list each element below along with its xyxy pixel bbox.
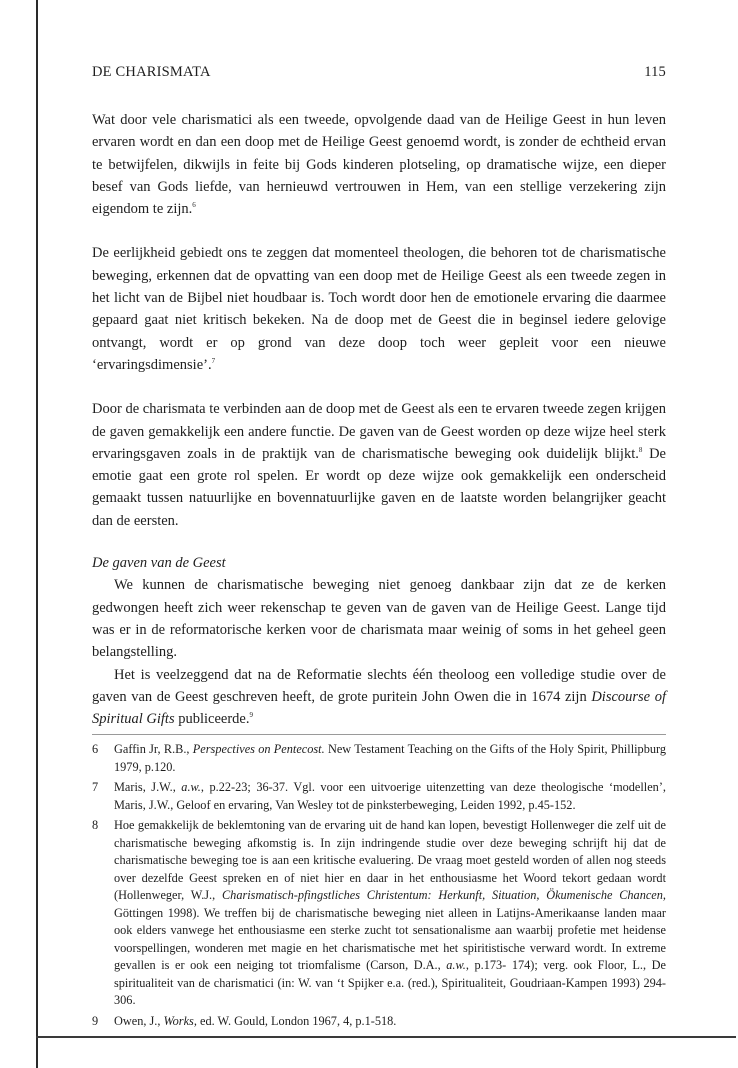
- footnote-6: [92, 741, 666, 776]
- footnote-ref-7[interactable]: 7: [211, 356, 216, 365]
- chapter-title: DE CHARISMATA: [92, 64, 211, 80]
- footnote-ref-9[interactable]: 9: [249, 711, 253, 720]
- paragraph-2: De eerlijkheid gebiedt ons te zeggen dat momenteel theologen, die behoren tot de charismatische beweging, erkennen dat de opvatting van een doop met de Heilige Geest als een tweede zegen in het licht van de Bijbel niet houdbaar is. Toch wordt door hen de emotionele ervaring die daarmee gepaard gaat niet kritisch bekeken. Na de doop met de Geest die in beginsel iedere gelovige ontvangt, wordt er op grond van deze doop toch weer gepleit voor een nieuwe ‘ervaringsdimensie’.$^7$: [92, 245, 666, 373]
- footnote-ref-8[interactable]: 8: [638, 445, 643, 454]
- paragraph-3: Door de charismata te verbinden aan de doop met de Geest als een te ervaren tweede zegen krijgen de gaven gemakkelijk een andere functie. De gaven van de Geest worden op deze wijze heel sterk ervaringsgaven zoals in de praktijk van de charismatische beweging ook duidelijk blijkt.$^8$ De emotie gaat een grote rol spelen. Er wordt op deze wijze ook gemakkelijk een onderscheid gemaakt tussen natuurlijke en bovennatuurlijke gaven en de laatste worden belangrijker geacht dan de eersten.: [92, 401, 666, 529]
- paragraph-1: Wat door vele charismatici als een tweede, opvolgende daad van de Heilige Geest in hun leven ervaren wordt en dan een doop met de Heilige Geest genoemd wordt, is zonder de echtheid ervan te betwijfelen, dikwijls in feite bij Gods kinderen plotseling, op dramatische wijze, een dieper besef van Gods liefde, van hernieuwd vertrouwen in Hem, van een stellige verzekering zijn eigendom te zijn.$^6$: [92, 112, 666, 218]
- footnote-number: 7: [92, 780, 99, 795]
- page-content: [92, 64, 666, 1033]
- paragraph-5: Het is veelzeggend dat na de Reformatie slechts één theoloog een volledige studie over de gaven van de Geest geschreven heeft, de grote puritein John Owen die in 1674 zijn Discourse of Spiritual Gifts publiceerde.$^9$: [92, 666, 666, 728]
- footnote-number: 8: [92, 818, 99, 833]
- page-number: 115: [644, 64, 666, 80]
- footnote-text: Hoe gemakkelijk de beklemtoning van de ervaring uit de hand kan lopen, bevestigt Hollenweger die zelf uit de charismatische beweging afkomstig is. In zijn indringende studie over deze beweging schrijft hij dat de charismatische beweging toe is aan een kritische evaluering. De vraag moet gesteld worden of allen nog steeds over dezelfde Geest spreken en of niet hier en daar in het enthousiasme het Woord tekort gedaan wordt (Hollenweger, W.J., Charismatisch-pfingstliches Christentum: Herkunft, Situation, Ökumenische Chancen, Göttingen 1998). We treffen bij de charismatische beweging niet alleen in Latijns-Amerikaanse landen maar ook elders vanwege het enthousiasme een sterke zucht tot sensationalisme aan waarbij profetie met heidense voorspellingen, wonderen met magie en het charismatische met het spiritistische verward wordt. In extreme gevallen is er ook een neiging tot triomfalisme (Carson, D.A., a.w., p.173- 174); verg. ook Floor, L., De spiritualiteit van de charismatici (in: W. van ‘t Spijker e.a. (red.), Spiritualiteit, Goudriaan-Kampen 1993) 294-306.: [114, 818, 666, 1008]
- footnote-8: [92, 817, 666, 1010]
- footnote-7: [92, 779, 666, 814]
- section-heading: De gaven van de Geest: [92, 555, 226, 572]
- page-bottom-edge: [36, 1036, 736, 1038]
- footnote-text: Maris, J.W., a.w., p.22-23; 36-37. Vgl. voor een uitvoerige uitenzetting van deze theologische ‘modellen’, Maris, J.W., Geloof en ervaring, Van Wesley tot de pinksterbeweging, Leiden 1992, p.45-152.: [114, 780, 666, 812]
- footnotes: [92, 734, 666, 1030]
- book-title: Discourse of Spiritual Gifts: [92, 688, 666, 728]
- page-spine: [36, 0, 38, 1068]
- footnote-number: 9: [92, 1013, 99, 1028]
- paragraph-4: We kunnen de charismatische beweging niet genoeg dankbaar zijn dat ze de kerken gedwongen heeft zich weer rekenschap te geven van de gaven van de Heilige Geest. Lange tijd was er in de reformatorische kerken voor de charismata maar weinig of soms in het geheel geen belangstelling.: [92, 577, 666, 661]
- footnote-9: [92, 1013, 666, 1031]
- footnote-text: Owen, J., Works, ed. W. Gould, London 1967, 4, p.1-518.: [114, 1013, 397, 1028]
- footnote-text: Gaffin Jr, R.B., Perspectives on Pentecost. New Testament Teaching on the Gifts of the Holy Spirit, Phillipburg 1979, p.120.: [114, 742, 667, 774]
- footnote-number: 6: [92, 742, 99, 757]
- footnote-ref-6[interactable]: 6: [192, 201, 196, 210]
- running-head: [92, 64, 666, 81]
